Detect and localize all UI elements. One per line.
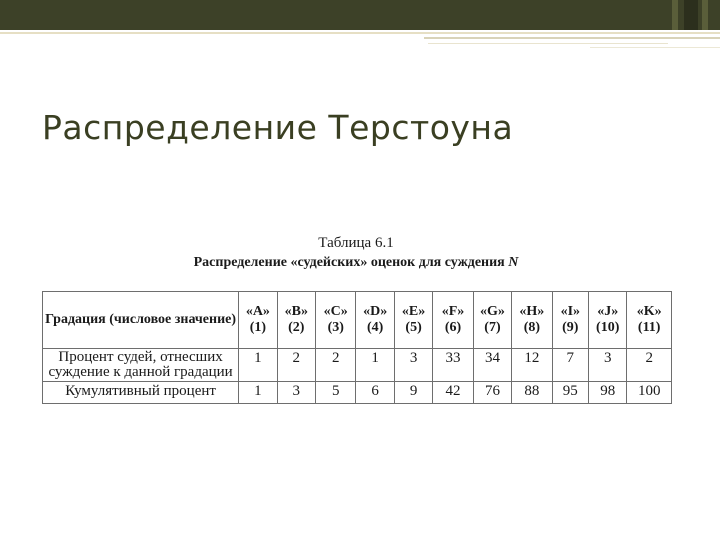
table-cell: 6	[356, 382, 394, 404]
table-header-row	[43, 292, 672, 349]
table-cell: 33	[433, 349, 473, 382]
top-decor-stripe	[684, 0, 698, 30]
top-decor-bar	[0, 0, 720, 30]
top-decor-stripe	[672, 0, 678, 30]
header-cell: «B» (2)	[277, 292, 315, 349]
table-cell: 95	[552, 382, 588, 404]
header-cell: «D» (4)	[356, 292, 394, 349]
header-cell: «K» (11)	[627, 292, 672, 349]
decor-line	[0, 32, 720, 34]
table-cell: 3	[588, 349, 626, 382]
table-cell: 2	[277, 349, 315, 382]
table-cell: 3	[394, 349, 432, 382]
table-cell: 76	[473, 382, 511, 404]
table-cell: 9	[394, 382, 432, 404]
row-label-cell: Кумулятивный процент	[43, 382, 239, 404]
table-row	[43, 382, 672, 404]
slide-title: Распределение Терстоуна	[42, 108, 514, 147]
header-cell: «G» (7)	[473, 292, 511, 349]
header-cell: «A» (1)	[239, 292, 277, 349]
table-caption-text: Распределение «судейских» оценок для суждения	[193, 255, 505, 270]
table-cell: 42	[433, 382, 473, 404]
table-cell: 1	[239, 349, 277, 382]
top-decor-stripe	[702, 0, 708, 30]
table-row	[43, 349, 672, 382]
table-cell: 1	[356, 349, 394, 382]
table-cell: 98	[588, 382, 626, 404]
header-cell: «J» (10)	[588, 292, 626, 349]
table-caption-title	[40, 255, 672, 271]
table-caption-number: Таблица 6.1	[318, 235, 394, 251]
decor-line	[424, 37, 720, 39]
table-cell: 34	[473, 349, 511, 382]
table-cell: 7	[552, 349, 588, 382]
decor-line	[590, 47, 720, 48]
header-cell: «I» (9)	[552, 292, 588, 349]
row-label-cell: Процент судей, отнесших суждение к данной градации	[43, 349, 239, 382]
header-cell: «E» (5)	[394, 292, 432, 349]
table-cell: 1	[239, 382, 277, 404]
distribution-table	[42, 291, 672, 404]
table-cell: 100	[627, 382, 672, 404]
header-cell: «C» (3)	[316, 292, 356, 349]
header-cell: «H» (8)	[512, 292, 552, 349]
table-cell: 3	[277, 382, 315, 404]
table-cell: 88	[512, 382, 552, 404]
header-cell: «F» (6)	[433, 292, 473, 349]
table-cell: 2	[627, 349, 672, 382]
table-cell: 2	[316, 349, 356, 382]
decor-line	[428, 43, 668, 44]
table-caption-variable: N	[508, 255, 519, 270]
table-cell: 5	[316, 382, 356, 404]
table-cell: 12	[512, 349, 552, 382]
header-label-cell: Градация (числовое значение)	[43, 292, 239, 349]
